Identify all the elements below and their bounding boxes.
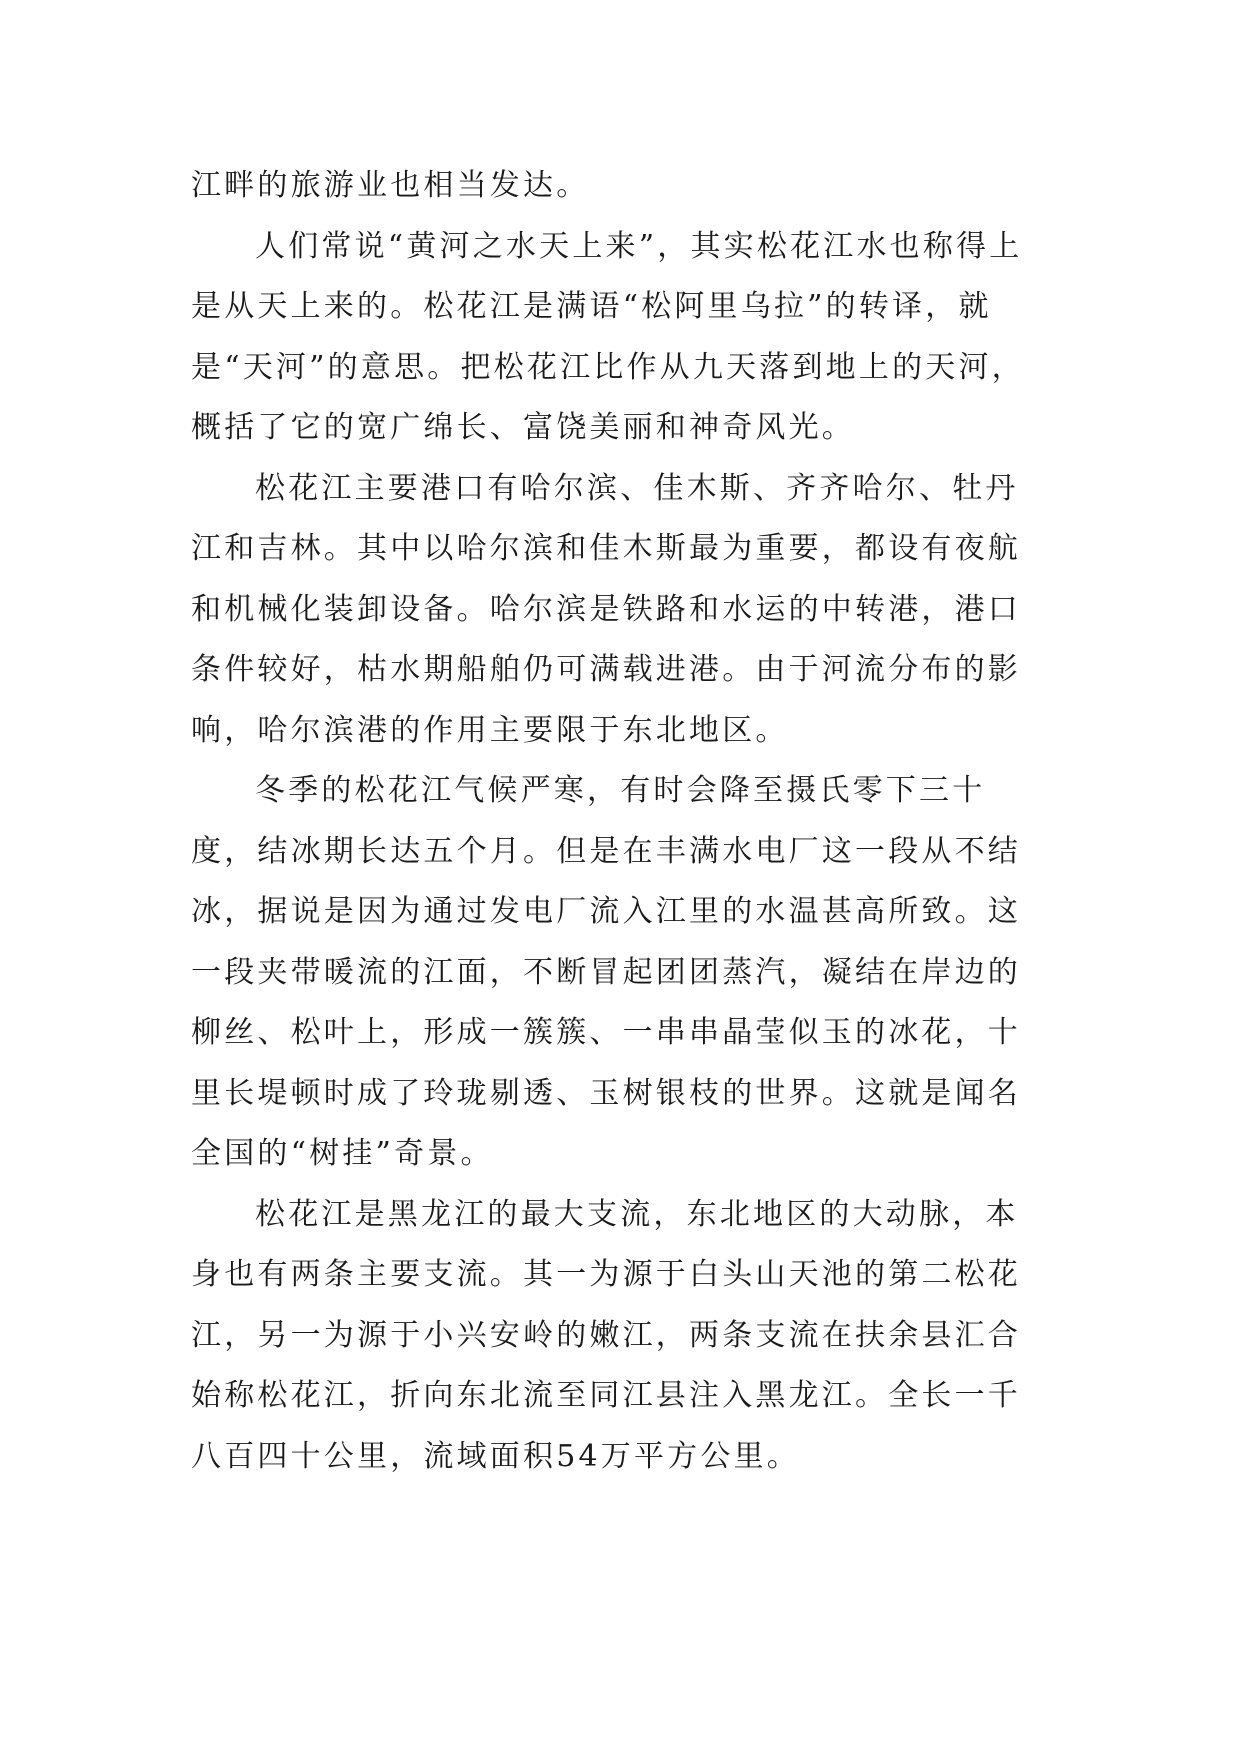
document-body (191, 156, 1051, 1487)
paragraph-tributaries: 松花江是黑龙江的最大支流，东北地区的大动脉，本身也有两条主要支流。其一为源于白头山天池的第二松花江，另一为源于小兴安岭的嫩江，两条支流在扶余县汇合始称松花江，折向东北流至同江县注入黑龙江。全长一千八百四十公里，流域面积54万平方公里。 (191, 1196, 1021, 1474)
paragraph-continuation: 江畔的旅游业也相当发达。 (191, 168, 590, 203)
paragraph-songhua-heavenly-river: 人们常说“黄河之水天上来”，其实松花江水也称得上是从天上来的。松花江是满语“松阿里乌拉”的转译，就是“天河”的意思。把松花江比作从九天落到地上的天河，概括了它的宽广绵长、富饶美丽和神奇风光。 (191, 228, 1025, 445)
paragraph-ports: 松花江主要港口有哈尔滨、佳木斯、齐齐哈尔、牡丹江和吉林。其中以哈尔滨和佳木斯最为重要，都设有夜航和机械化装卸设备。哈尔滨是铁路和水运的中转港，港口条件较好，枯水期船舶仍可满载进港。由于河流分布的影响，哈尔滨港的作用主要限于东北地区。 (191, 470, 1021, 748)
paragraph-winter-rime: 冬季的松花江气候严寒，有时会降至摄氏零下三十度，结冰期长达五个月。但是在丰满水电厂这一段从不结冰，据说是因为通过发电厂流入江里的水温甚高所致。这一段夹带暖流的江面，不断冒起团团蒸汽，凝结在岸边的柳丝、松叶上，形成一簇簇、一串串晶莹似玉的冰花，十里长堤顿时成了玲珑剔透、玉树银枝的世界。这就是闻名全国的“树挂”奇景。 (191, 773, 1021, 1171)
